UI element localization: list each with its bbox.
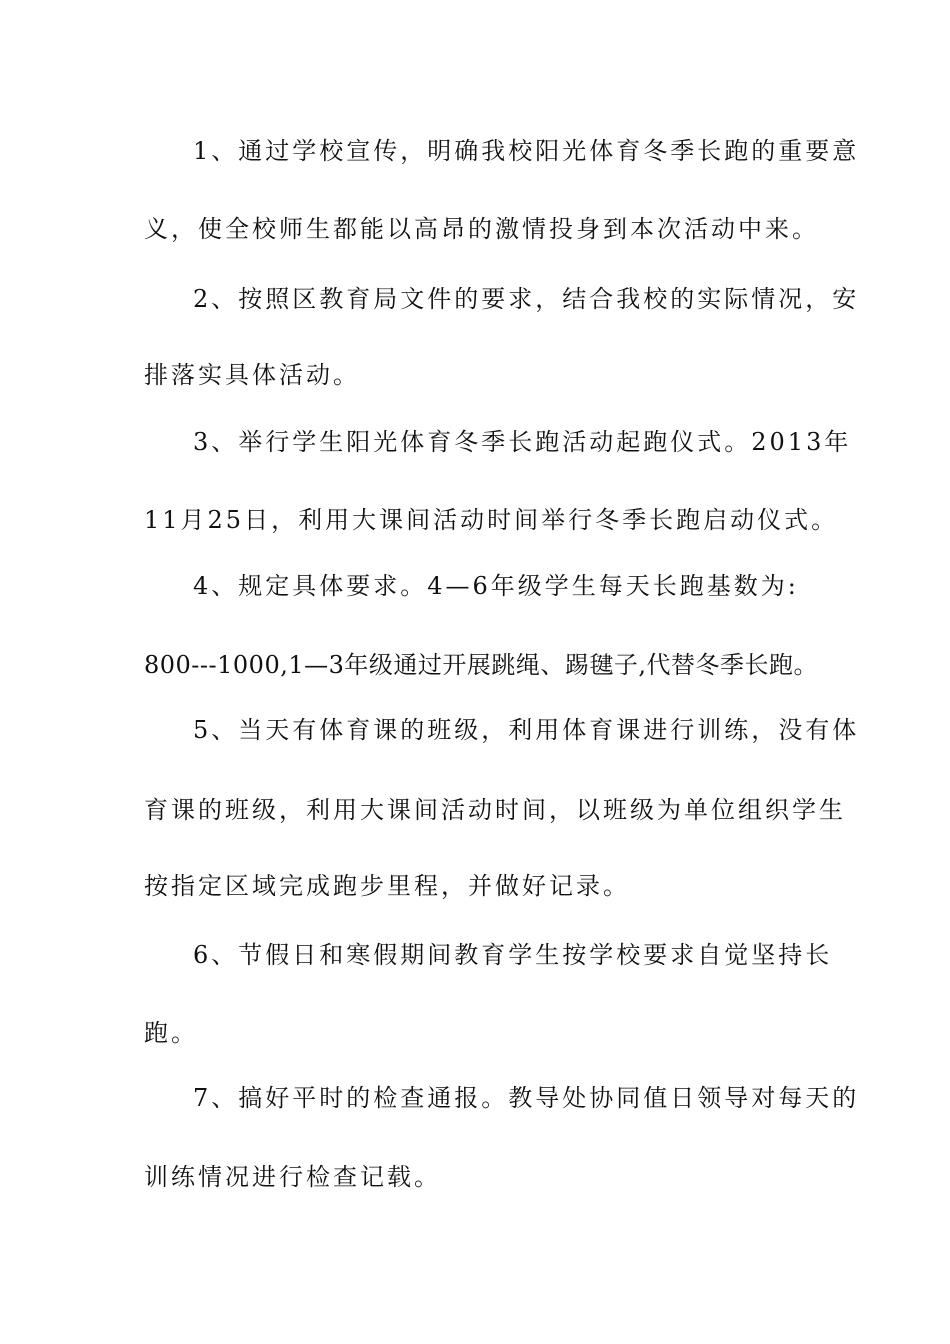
item-6-line-1: 6、节假日和寒假期间教育学生按学校要求自觉坚持长: [193, 941, 833, 969]
item-6-line-2: 跑。: [144, 1019, 198, 1047]
item-5-line-1: 5、当天有体育课的班级，利用体育课进行训练，没有体: [193, 716, 860, 744]
item-2-line-1: 2、按照区教育局文件的要求，结合我校的实际情况，安: [193, 285, 860, 313]
item-5-line-2: 育课的班级，利用大课间活动时间，以班级为单位组织学生: [144, 796, 846, 824]
item-7-line-1: 7、搞好平时的检查通报。教导处协同值日领导对每天的: [193, 1084, 860, 1112]
item-3-line-2: 11月25日，利用大课间活动时间举行冬季长跑启动仪式。: [144, 506, 839, 534]
item-1-line-2: 义，使全校师生都能以高昂的激情投身到本次活动中来。: [144, 215, 819, 243]
item-3-line-1: 3、举行学生阳光体育冬季长跑活动起跑仪式。2013年: [193, 428, 852, 456]
item-4-line-2: 800---1000,1—3年级通过开展跳绳、踢毽子,代替冬季长跑。: [144, 651, 819, 679]
item-5-line-3: 按指定区域完成跑步里程，并做好记录。: [144, 872, 630, 900]
item-4-line-1: 4、规定具体要求。4—6年级学生每天长跑基数为:: [193, 572, 799, 600]
item-7-line-2: 训练情况进行检查记载。: [144, 1163, 441, 1191]
item-1-line-1: 1、通过学校宣传，明确我校阳光体育冬季长跑的重要意: [193, 137, 860, 165]
item-2-line-2: 排落实具体活动。: [144, 361, 360, 389]
